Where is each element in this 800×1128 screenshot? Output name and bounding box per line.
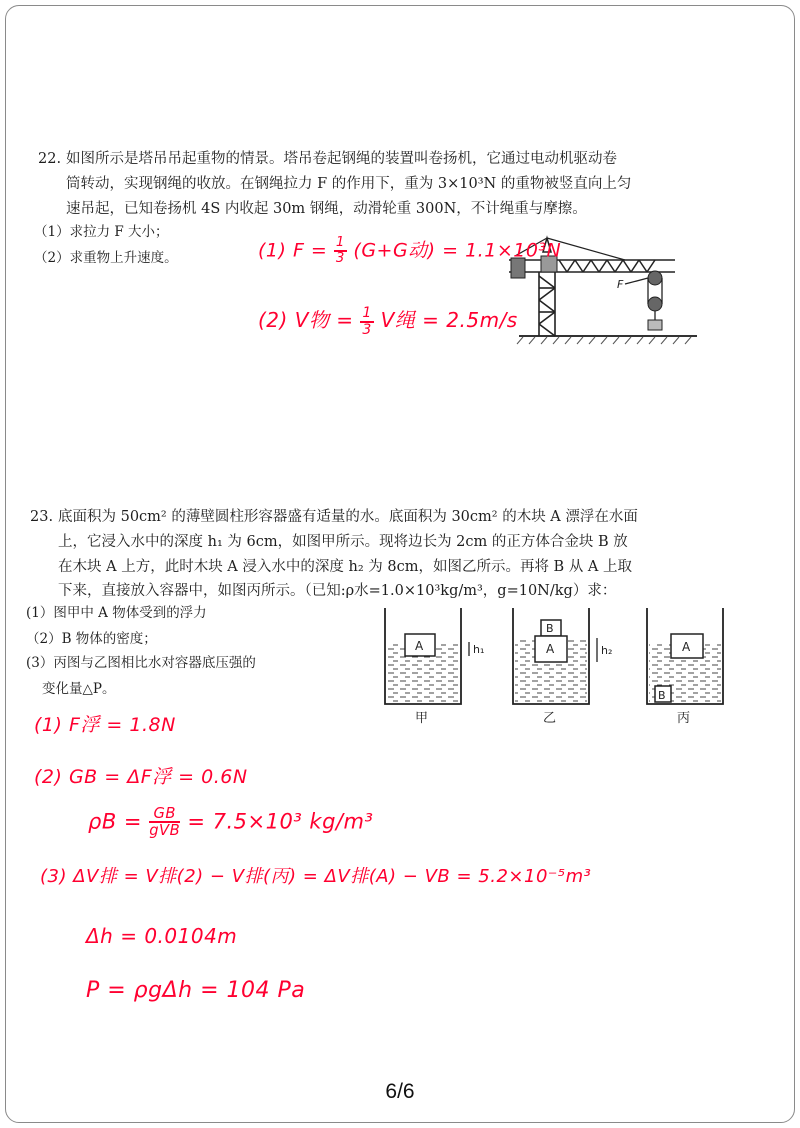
fraction-one-third-2: $\frac{1}{3}$ xyxy=(362,305,372,338)
svg-text:A: A xyxy=(546,642,555,656)
load-block xyxy=(648,320,662,330)
q23-sub-2: （2）B 物体的密度； xyxy=(26,631,157,647)
q22-number: 22. xyxy=(38,151,62,167)
q23-answer-3b: Δh = 0.0104m xyxy=(86,924,238,948)
q23-answer-3c: P = ρgΔh = 104 Pa xyxy=(86,978,306,1003)
q23-line-2: 上，它浸入水中的深度 h₁ 为 6cm，如图甲所示。现将边长为 2cm 的正方体合金块 B 放 xyxy=(58,534,628,550)
svg-text:A: A xyxy=(682,640,691,654)
q23-line-3: 在木块 A 上方，此时木块 A 浸入水中的深度 h₂ 为 8cm，如图乙所示。再将 B 从 A 上取 xyxy=(58,559,633,575)
fixed-pulley xyxy=(648,271,662,285)
q23-answer-2b: ρB = $\frac{GB}{\text{gVB}}$ = 7.5×10³ kg/m³ xyxy=(88,805,374,840)
q22-line-1: 如图所示是塔吊吊起重物的情景。塔吊卷起钢绳的装置叫卷扬机，它通过电动机驱动卷 xyxy=(66,151,617,167)
label-jia: 甲 xyxy=(415,711,429,726)
movable-pulley xyxy=(648,297,662,311)
label-yi: 乙 xyxy=(543,711,557,726)
svg-text:A: A xyxy=(415,639,424,653)
container-jia xyxy=(385,608,484,726)
force-label-F: F xyxy=(617,278,624,291)
container-yi xyxy=(513,608,612,726)
containers-figure xyxy=(375,606,735,726)
svg-text:B: B xyxy=(658,689,666,702)
q23-line-1: 底面积为 50cm² 的薄壁圆柱形容器盛有适量的水。底面积为 30cm² 的木块 A 漂浮在水面 xyxy=(58,509,638,525)
fraction-density: $\frac{GB}{\text{gVB}}$ xyxy=(149,805,181,840)
q23-answer-3a: (3) ΔV排 = V排(2) − V排(丙) = ΔV排(A) − VB = 5.2×10⁻⁵m³ xyxy=(40,866,592,887)
q22-sub-1: （1）求拉力 F 大小； xyxy=(34,224,169,240)
page-number: 6/6 xyxy=(385,1080,415,1103)
q22-answer-2: (2) V物 = $\frac{1}{3}$ V绳 = 2.5m/s xyxy=(258,305,518,338)
q22-answer-1: (1) F = $\frac{1}{3}$ (G+G动) = 1.1×10³N xyxy=(258,235,562,266)
q23-sub-1: (1）图甲中 A 物体受到的浮力 xyxy=(26,605,207,621)
crane-tower xyxy=(539,272,555,336)
q22-line-2: 筒转动，实现钢绳的收放。在钢绳拉力 F 的作用下，重为 3×10³N 的重物被竖直向上匀 xyxy=(66,176,632,192)
h2-label: h₂ xyxy=(601,644,613,657)
svg-text:B: B xyxy=(546,622,554,635)
q23-number: 23. xyxy=(30,509,54,525)
q23-sub-3b: 变化量△P。 xyxy=(42,681,116,697)
fraction-one-third: $\frac{1}{3}$ xyxy=(335,235,345,266)
container-bing xyxy=(647,608,723,726)
q23-sub-3: (3）丙图与乙图相比水对容器底压强的 xyxy=(26,655,256,671)
q23-answer-1: (1) F浮 = 1.8N xyxy=(34,714,176,736)
q23-line-4: 下来，直接放入容器中，如图丙所示。（已知:ρ水=1.0×10³kg/m³，g=10N/kg）求： xyxy=(58,583,617,599)
q22-sub-2: （2）求重物上升速度。 xyxy=(34,250,178,266)
label-bing: 丙 xyxy=(677,711,691,726)
q23-answer-2a: (2) GB = ΔF浮 = 0.6N xyxy=(34,766,248,788)
q22-line-3: 速吊起，已知卷扬机 4S 内收起 30m 钢绳，动滑轮重 300N，不计绳重与摩擦。 xyxy=(66,201,587,217)
h1-label: h₁ xyxy=(473,643,485,656)
